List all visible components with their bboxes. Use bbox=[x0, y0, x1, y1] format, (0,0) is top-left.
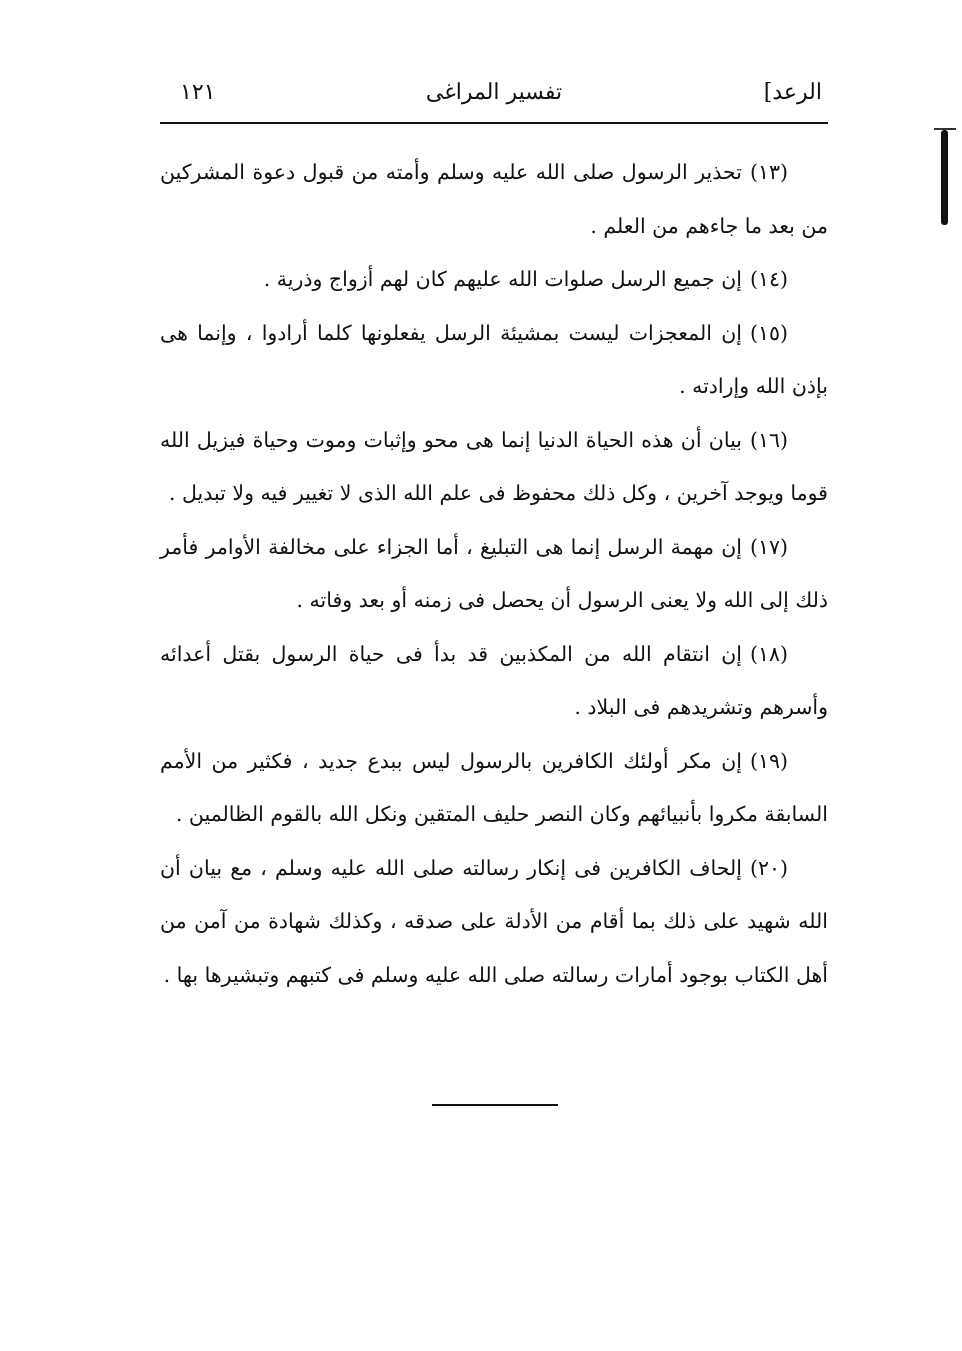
surah-name: الرعد] bbox=[763, 80, 822, 105]
list-item bbox=[160, 307, 828, 414]
page-body bbox=[160, 146, 828, 1002]
item-number: (١٧) bbox=[749, 534, 788, 559]
item-number: (١٣) bbox=[749, 160, 788, 184]
section-end-divider bbox=[432, 1104, 558, 1106]
item-number: (١٥) bbox=[749, 320, 788, 345]
list-item bbox=[160, 521, 828, 628]
item-text: إن انتقام الله من المكذبين قد بدأ فى حياة الرسول بقتل أعدائه وأسرهم وتشريدهم فى البلاد . bbox=[160, 641, 828, 719]
list-item bbox=[160, 414, 828, 521]
list-item bbox=[160, 146, 828, 253]
binding-tick bbox=[934, 128, 956, 130]
page-number: ١٢١ bbox=[180, 80, 216, 105]
item-text: إن المعجزات ليست بمشيئة الرسل يفعلونها كلما أرادوا ، وإنما هى بإذن الله وإرادته . bbox=[160, 320, 828, 398]
item-number: (١٦) bbox=[749, 427, 788, 452]
list-item bbox=[160, 628, 828, 735]
item-number: (١٨) bbox=[749, 641, 788, 666]
item-text: إن مكر أولئك الكافرين بالرسول ليس ببدع جديد ، فكثير من الأمم السابقة مكروا بأنبيائهم وكان النصر حليف المتقين ونكل الله بالقوم الظالمين . bbox=[160, 748, 828, 826]
list-item bbox=[160, 842, 828, 1003]
header-divider bbox=[160, 122, 828, 124]
item-number: (٢٠) bbox=[749, 855, 788, 880]
item-text: إن جميع الرسل صلوات الله عليهم كان لهم أزواج وذرية . bbox=[263, 267, 742, 291]
item-text: إلحاف الكافرين فى إنكار رسالته صلى الله عليه وسلم ، مع بيان أن الله شهيد على ذلك بما أقام من الأدلة على صدقه ، وكذلك شهادة من آمن من أهل الكتاب بوجود أمارات رسالته صلى الله عليه وسلم فى كتبهم وتبشيرها بها . bbox=[160, 855, 828, 987]
item-text: إن مهمة الرسل إنما هى التبليغ ، أما الجزاء على مخالفة الأوامر فأمر ذلك إلى الله ولا يعنى الرسول أن يحصل فى زمنه أو بعد وفاته . bbox=[160, 534, 828, 612]
list-item bbox=[160, 735, 828, 842]
item-text: بيان أن هذه الحياة الدنيا إنما هى محو وإثبات وموت وحياة فيزيل الله قوما ويوجد آخرين ، وكل ذلك محفوظ فى علم الله الذى لا تغيير فيه ولا تبديل . bbox=[160, 427, 828, 505]
list-item bbox=[160, 253, 828, 307]
binding-mark bbox=[941, 130, 948, 225]
item-number: (١٤) bbox=[749, 267, 788, 291]
book-title: تفسير المراغى bbox=[425, 80, 563, 105]
page-header bbox=[160, 72, 828, 118]
item-number: (١٩) bbox=[749, 748, 788, 773]
item-text: تحذير الرسول صلى الله عليه وسلم وأمته من قبول دعوة المشركين من بعد ما جاءهم من العلم . bbox=[160, 160, 828, 238]
